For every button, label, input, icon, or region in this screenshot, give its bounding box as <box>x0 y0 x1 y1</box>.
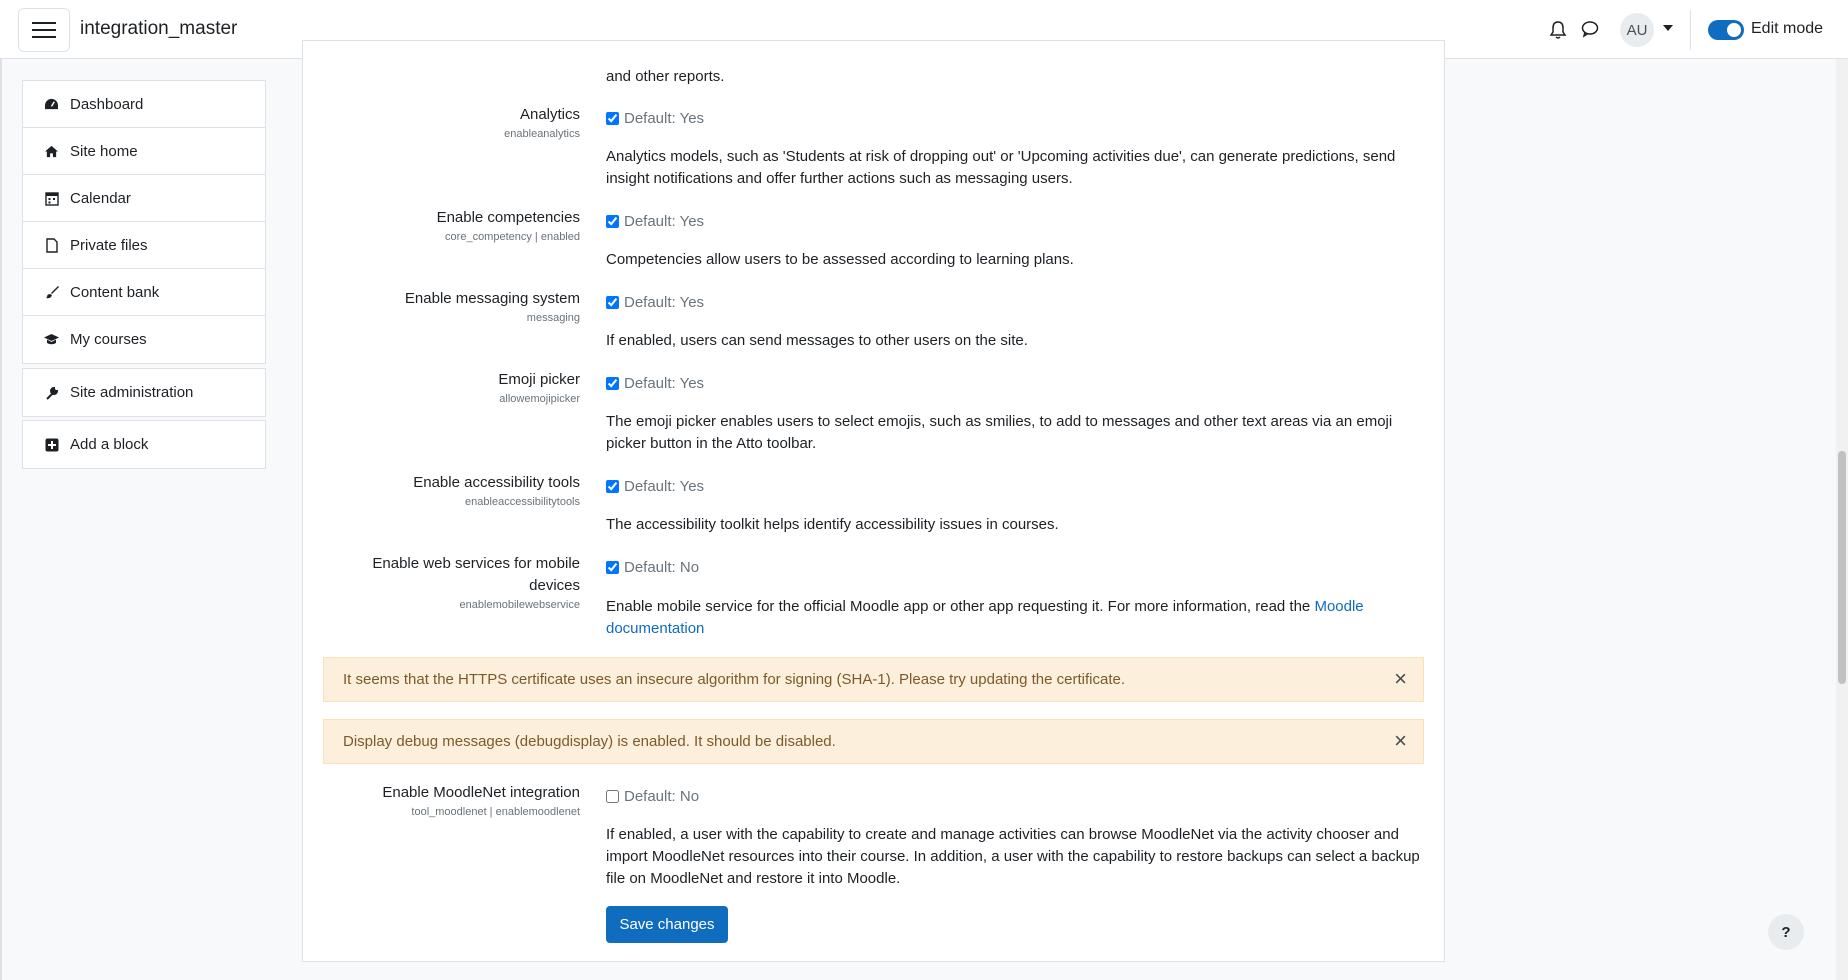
close-icon[interactable]: × <box>1394 728 1407 753</box>
default-value: Default: No <box>624 788 700 805</box>
close-icon[interactable]: × <box>1394 666 1407 691</box>
help-button[interactable]: ? <box>1768 914 1804 950</box>
site-name[interactable]: integration_master <box>80 18 238 39</box>
setting-label-accessibility-tools: Enable accessibility tools <box>413 474 580 491</box>
setting-key-competencies: core_competency | enabled <box>445 231 580 243</box>
checkbox-mobile-web-services[interactable] <box>606 561 619 574</box>
setting-key-emoji-picker: allowemojipicker <box>499 393 580 405</box>
setting-description-mobile-web-services: Enable mobile service for the official Moodle app or other app requesting it. For more information, read the Moodle documentation <box>606 598 1364 637</box>
page-scrollbar[interactable] <box>1836 59 1848 980</box>
default-value: Default: Yes <box>624 213 705 230</box>
add-a-block-button[interactable]: Add a block <box>23 421 265 468</box>
checkbox-emoji-picker[interactable] <box>606 377 619 390</box>
setting-description-emoji-picker: The emoji picker enables users to select emojis, such as smilies, to add to messages and other text areas via an emoji picker button in the Atto toolbar. <box>606 413 1393 452</box>
nav-item-calendar[interactable]: Calendar <box>23 175 265 222</box>
checkbox-moodlenet[interactable] <box>606 790 619 803</box>
file-icon <box>43 237 60 254</box>
setting-label-analytics: Analytics <box>519 106 580 123</box>
checkbox-accessibility-tools[interactable] <box>606 480 619 493</box>
checkbox-messaging[interactable] <box>606 296 619 309</box>
setting-label-competencies: Enable competencies <box>436 209 580 226</box>
site-admin-block <box>22 368 266 417</box>
setting-description-accessibility-tools: The accessibility toolkit helps identify accessibility issues in courses. <box>606 516 1059 533</box>
add-block-container <box>22 420 266 469</box>
drawer-toggle-button[interactable] <box>18 8 70 52</box>
home-icon <box>43 143 60 160</box>
nav-item-content-bank[interactable]: Content bank <box>23 269 265 316</box>
calendar-icon <box>43 190 60 207</box>
previous-setting-description-fragment: and other reports. <box>606 68 725 85</box>
checkbox-analytics[interactable] <box>606 112 619 125</box>
alert-https-certificate <box>323 657 1424 702</box>
setting-label-emoji-picker: Emoji picker <box>498 371 580 388</box>
nav-item-private-files[interactable]: Private files <box>23 222 265 269</box>
graduation-cap-icon <box>43 331 60 348</box>
scrollbar-thumb[interactable] <box>1838 451 1846 684</box>
alert-message: Display debug messages (debugdisplay) is enabled. It should be disabled. <box>343 733 836 750</box>
wrench-icon <box>43 384 60 401</box>
edit-mode-label: Edit mode <box>1751 20 1824 37</box>
setting-key-mobile-web-services: enablemobilewebservice <box>459 599 580 611</box>
setting-key-analytics: enableanalytics <box>504 128 580 140</box>
plus-square-icon <box>43 436 60 453</box>
setting-key-accessibility-tools: enableaccessibilitytools <box>465 496 580 508</box>
messages-icon[interactable] <box>1581 20 1599 38</box>
brush-icon <box>43 284 60 301</box>
moodle-documentation-link[interactable]: Moodle <box>1314 598 1364 615</box>
user-menu-caret-icon[interactable] <box>1663 25 1673 31</box>
nav-item-my-courses[interactable]: My courses <box>23 316 265 363</box>
default-value: Default: Yes <box>624 375 705 392</box>
setting-key-moodlenet: tool_moodlenet | enablemoodlenet <box>411 806 580 818</box>
checkbox-competencies[interactable] <box>606 215 619 228</box>
default-value: Default: No <box>624 559 700 576</box>
moodle-documentation-link-line2[interactable]: documentation <box>606 620 705 637</box>
alert-debug-display <box>323 719 1424 764</box>
setting-label-mobile-web-services-line2: devices <box>529 577 580 594</box>
default-value: Default: Yes <box>624 110 705 127</box>
user-avatar[interactable]: AU <box>1620 13 1654 47</box>
default-value: Default: Yes <box>624 294 705 311</box>
hamburger-icon <box>32 21 56 39</box>
nav-item-site-administration[interactable]: Site administration <box>23 369 265 416</box>
setting-key-messaging: messaging <box>526 312 580 324</box>
edit-mode-toggle[interactable] <box>1708 20 1744 40</box>
nav-item-site-home[interactable]: Site home <box>23 128 265 175</box>
setting-description-messaging: If enabled, users can send messages to other users on the site. <box>606 332 1028 349</box>
primary-navigation <box>22 80 266 364</box>
bell-icon[interactable] <box>1549 20 1567 40</box>
setting-label-moodlenet: Enable MoodleNet integration <box>382 784 580 801</box>
navbar-divider <box>1690 10 1691 50</box>
dashboard-icon <box>43 96 60 113</box>
setting-description-analytics: Analytics models, such as 'Students at risk of dropping out' or 'Upcoming activities due', can generate predictions, send insight notifications and offer further actions such as messaging users. <box>606 148 1396 187</box>
setting-description-competencies: Competencies allow users to be assessed according to learning plans. <box>606 251 1074 268</box>
nav-item-dashboard[interactable]: Dashboard <box>23 81 265 128</box>
default-value: Default: Yes <box>624 478 705 495</box>
setting-label-mobile-web-services: Enable web services for mobile <box>372 555 580 572</box>
alert-message: It seems that the HTTPS certificate uses an insecure algorithm for signing (SHA-1). Please try updating the certificate. <box>343 671 1126 688</box>
setting-description-moodlenet: If enabled, a user with the capability to create and manage activities can browse MoodleNet via the activity chooser and import MoodleNet resources into their course. In addition, a user with the capability to restore backups can select a backup file on MoodleNet and restore it into Moodle. <box>606 826 1420 887</box>
setting-label-messaging: Enable messaging system <box>404 290 580 307</box>
save-changes-button[interactable]: Save changes <box>606 906 728 943</box>
